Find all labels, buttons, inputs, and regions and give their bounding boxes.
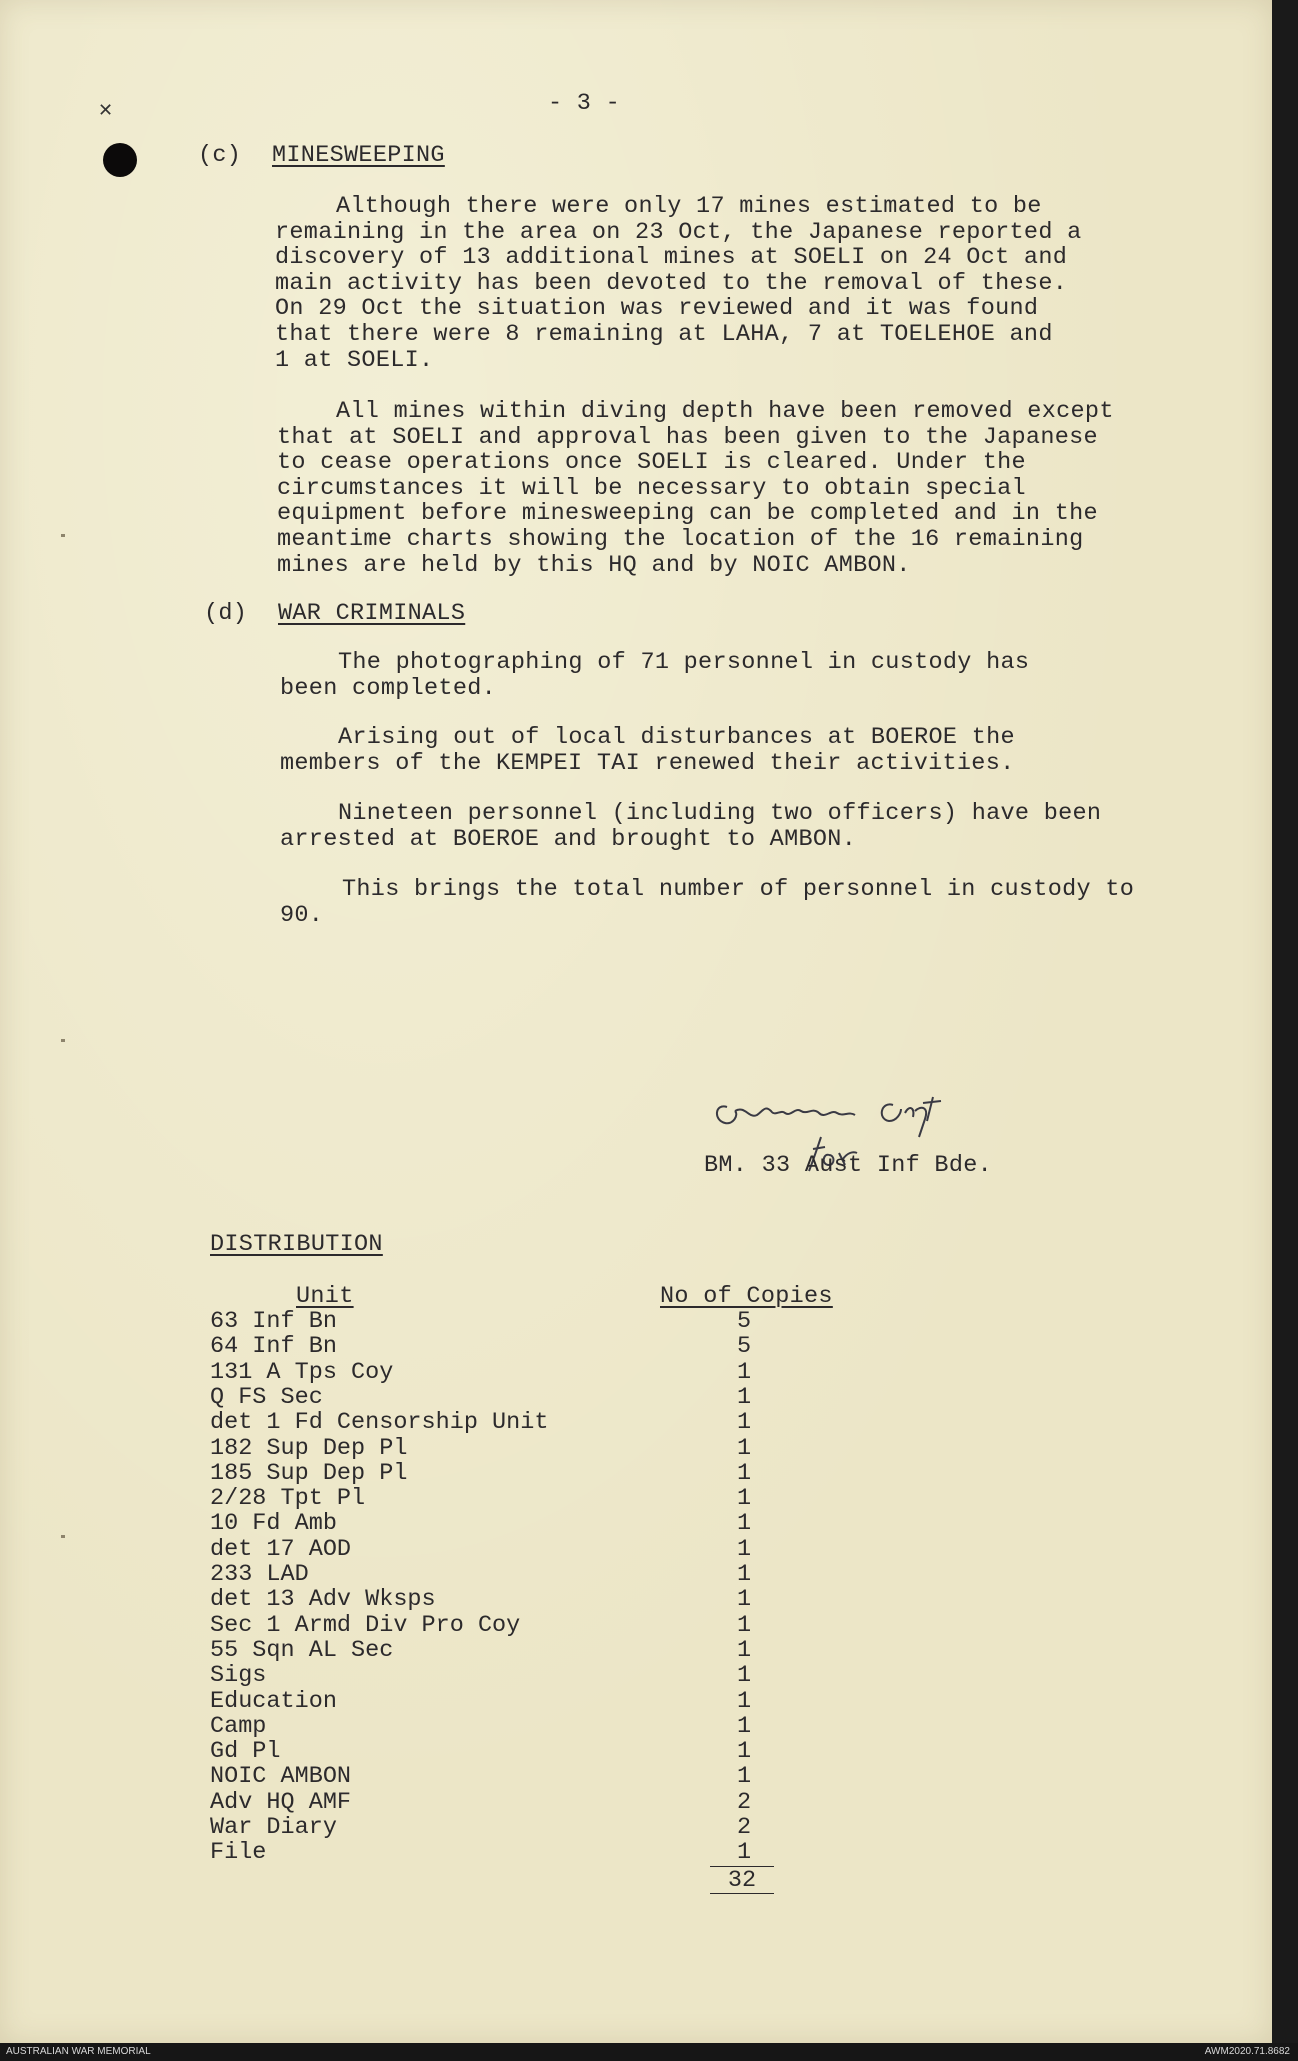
unit-name: Education xyxy=(210,1687,337,1715)
table-row xyxy=(210,1536,910,1561)
section-d-heading: WAR CRIMINALS xyxy=(278,600,466,627)
copies-count: 1 xyxy=(736,1485,752,1513)
table-row xyxy=(210,1688,910,1713)
table-row xyxy=(210,1359,910,1384)
footer-institution: AUSTRALIAN WAR MEMORIAL xyxy=(6,2046,151,2057)
copies-count: 1 xyxy=(736,1738,752,1766)
fold-tick xyxy=(61,1535,65,1538)
copies-count: 2 xyxy=(736,1814,752,1841)
text-line: Arising out of local disturbances at BOEROE the xyxy=(338,724,1015,751)
distribution-heading: DISTRIBUTION xyxy=(210,1231,383,1258)
text-line: arrested at BOEROE and brought to AMBON. xyxy=(280,826,857,853)
text-line: 1 at SOELI. xyxy=(275,346,434,374)
column-header-copies: No of Copies xyxy=(660,1283,833,1310)
unit-name: Camp xyxy=(210,1712,267,1740)
section-c-marker: (c) xyxy=(198,142,242,169)
text-line: circumstances it will be necessary to obtain special xyxy=(277,474,1026,502)
table-row xyxy=(210,1763,910,1791)
text-line: been completed. xyxy=(280,675,497,702)
text-line: that at SOELI and approval has been given to the Japanese xyxy=(277,423,1098,451)
table-row xyxy=(210,1738,910,1766)
copies-count: 1 xyxy=(736,1510,752,1538)
table-row xyxy=(210,1333,910,1361)
total-copies: 32 xyxy=(727,1867,757,1894)
text-line: to cease operations once SOELI is cleared. Under the xyxy=(277,449,1026,477)
copies-count: 1 xyxy=(736,1763,752,1791)
copies-count: 1 xyxy=(736,1459,752,1487)
table-row xyxy=(210,1308,910,1333)
text-line: All mines within diving depth have been removed except xyxy=(336,398,1114,425)
table-row xyxy=(210,1485,910,1513)
text-line: On 29 Oct the situation was reviewed and it was found xyxy=(275,295,1039,323)
unit-name: det 1 Fd Censorship Unit xyxy=(210,1409,549,1437)
copies-count: 1 xyxy=(736,1687,752,1715)
unit-name: det 17 AOD xyxy=(210,1535,352,1563)
unit-name: 63 Inf Bn xyxy=(210,1308,337,1335)
unit-name: Gd Pl xyxy=(210,1738,281,1766)
fold-tick xyxy=(61,1039,65,1042)
unit-name: 64 Inf Bn xyxy=(210,1333,337,1361)
text-line: that there were 8 remaining at LAHA, 7 at TOELEHOE and xyxy=(275,321,1053,348)
unit-name: Adv HQ AMF xyxy=(210,1788,352,1816)
copies-count: 2 xyxy=(736,1788,752,1816)
table-row xyxy=(210,1561,910,1586)
text-line: This brings the total number of personnel in custody to xyxy=(342,876,1135,903)
unit-name: 10 Fd Amb xyxy=(210,1510,337,1538)
text-line: meantime charts showing the location of the 16 remaining xyxy=(277,526,1084,553)
pencil-mark: ✕ xyxy=(98,100,114,121)
unit-name: NOIC AMBON xyxy=(210,1763,352,1791)
copies-count: 5 xyxy=(736,1333,752,1361)
table-row xyxy=(210,1435,910,1460)
section-d-marker: (d) xyxy=(204,600,248,627)
unit-name: 233 LAD xyxy=(210,1561,309,1588)
table-row xyxy=(210,1510,910,1538)
unit-name: 55 Sqn AL Sec xyxy=(210,1636,394,1664)
signature-block: BM. 33 Aust Inf Bde. xyxy=(704,1152,993,1179)
table-row xyxy=(210,1409,910,1437)
table-row xyxy=(210,1586,910,1614)
text-line: mines are held by this HQ and by NOIC AMBON. xyxy=(277,551,911,579)
copies-count: 1 xyxy=(736,1662,752,1690)
unit-name: 2/28 Tpt Pl xyxy=(210,1485,366,1513)
table-row xyxy=(210,1713,910,1738)
archive-footer xyxy=(0,2043,1298,2061)
text-line: equipment before minesweeping can be completed and in the xyxy=(277,500,1098,528)
unit-name: Sec 1 Armd Div Pro Coy xyxy=(210,1611,521,1639)
copies-count: 1 xyxy=(736,1561,752,1588)
text-line: Nineteen personnel (including two officers) have been xyxy=(338,800,1102,827)
page-number: - 3 - xyxy=(548,90,621,117)
copies-count: 1 xyxy=(736,1434,752,1462)
copies-count: 1 xyxy=(736,1535,752,1563)
table-row xyxy=(210,1637,910,1662)
text-line: The photographing of 71 personnel in custody has xyxy=(338,649,1030,676)
unit-name: 185 Sup Dep Pl xyxy=(210,1459,408,1487)
copies-count: 1 xyxy=(736,1409,752,1437)
text-line: main activity has been devoted to the removal of these. xyxy=(275,269,1068,297)
table-row xyxy=(210,1384,910,1409)
column-header-unit: Unit xyxy=(296,1283,354,1310)
copies-count: 1 xyxy=(736,1636,752,1664)
table-row xyxy=(210,1460,910,1485)
copies-count: 1 xyxy=(736,1383,752,1411)
punch-hole xyxy=(103,143,137,177)
copies-count: 5 xyxy=(736,1308,752,1335)
text-line: remaining in the area on 23 Oct, the Japanese reported a xyxy=(275,218,1082,246)
text-line: members of the KEMPEI TAI renewed their activities. xyxy=(280,750,1015,777)
unit-name: Q FS Sec xyxy=(210,1383,323,1411)
copies-count: 1 xyxy=(736,1358,752,1386)
text-line: discovery of 13 additional mines at SOELI on 24 Oct and xyxy=(275,244,1068,272)
section-c-heading: MINESWEEPING xyxy=(272,142,445,169)
table-row xyxy=(210,1839,910,1867)
unit-name: 182 Sup Dep Pl xyxy=(210,1434,408,1462)
unit-name: Sigs xyxy=(210,1662,267,1690)
unit-name: File xyxy=(210,1839,267,1867)
footer-reference: AWM2020.71.8682 xyxy=(1204,2046,1290,2057)
copies-count: 1 xyxy=(736,1839,752,1867)
table-row xyxy=(210,1662,910,1690)
copies-count: 1 xyxy=(736,1611,752,1639)
table-row xyxy=(210,1814,910,1839)
copies-count: 1 xyxy=(736,1712,752,1740)
copies-count: 1 xyxy=(736,1586,752,1614)
table-row xyxy=(210,1789,910,1814)
unit-name: 131 A Tps Coy xyxy=(210,1358,394,1386)
unit-name: det 13 Adv Wksps xyxy=(210,1586,436,1614)
table-row xyxy=(210,1612,910,1637)
total-rule xyxy=(710,1893,774,1894)
unit-name: War Diary xyxy=(210,1814,337,1841)
text-line: 90. xyxy=(280,902,324,929)
fold-tick xyxy=(61,534,65,537)
text-line: Although there were only 17 mines estimated to be xyxy=(336,193,1042,220)
